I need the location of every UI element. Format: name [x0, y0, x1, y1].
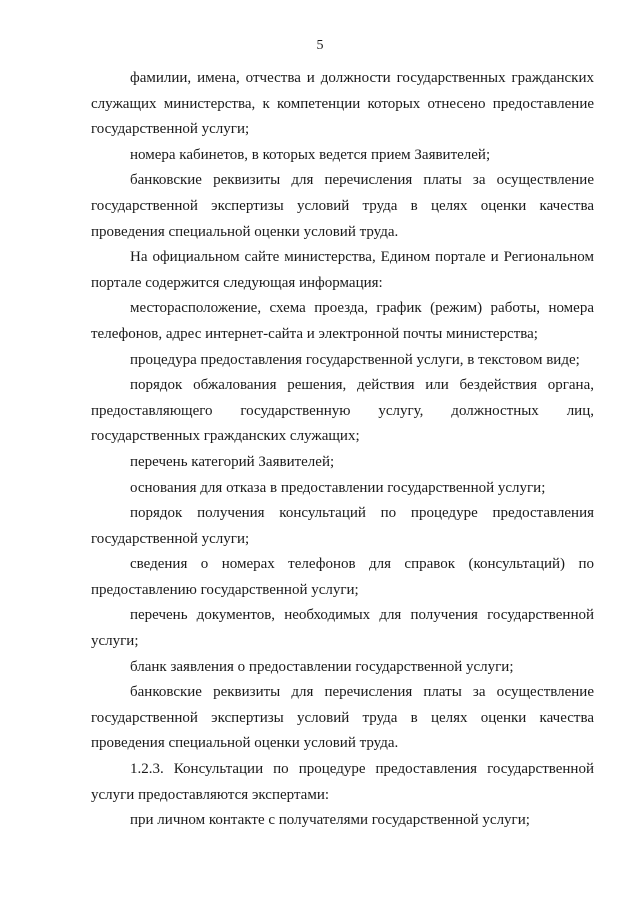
- paragraph-documents-list: перечень документов, необходимых для получения государственной услуги;: [91, 607, 594, 650]
- paragraph-procedure: процедура предоставления государственной услуги, в текстовом виде;: [130, 351, 580, 368]
- paragraph-section-1-2-3: 1.2.3. Консультации по процедуре предоставления государственной услуги предоставляются экспертами:: [91, 761, 594, 803]
- paragraph-officials: фамилии, имена, отчества и должности государственных гражданских служащих министерства, к компетенции которых отнесено предоставление государственной услуги;: [91, 70, 594, 138]
- paragraph-personal-contact: при личном контакте с получателями государственной услуги;: [130, 812, 530, 829]
- paragraph-location: месторасположение, схема проезда, график (режим) работы, номера телефонов, адрес интернет-сайта и электронной почты министерства;: [91, 300, 594, 342]
- paragraph-applicant-categories: перечень категорий Заявителей;: [130, 453, 335, 470]
- page-number: 5: [316, 38, 324, 53]
- paragraph-application-form: бланк заявления о предоставлении государственной услуги;: [130, 658, 514, 675]
- paragraph-consultations: порядок получения консультаций по процедуре предоставления государственной услуги;: [91, 505, 594, 547]
- paragraph-website-info: На официальном сайте министерства, Едином портале и Региональном портале содержится следующая информация:: [91, 249, 594, 291]
- paragraph-appeal: порядок обжалования решения, действия или бездействия органа, предоставляющего государственную услугу, должностных лиц, государственных гражданских служащих;: [91, 377, 594, 445]
- paragraph-bank-details-2: банковские реквизиты для перечисления платы за осуществление государственной экспертизы условий труда в целях оценки качества проведения специальной оценки условий труда.: [91, 684, 594, 752]
- paragraph-refusal-grounds: основания для отказа в предоставлении государственной услуги;: [130, 479, 546, 496]
- paragraph-room-numbers: номера кабинетов, в которых ведется прием Заявителей;: [130, 146, 491, 163]
- paragraph-bank-details: банковские реквизиты для перечисления платы за осуществление государственной экспертизы условий труда в целях оценки качества проведения специальной оценки условий труда.: [91, 172, 594, 240]
- paragraph-phone-info: сведения о номерах телефонов для справок (консультаций) по предоставлению государственной услуги;: [91, 556, 594, 598]
- document-body: [91, 66, 594, 834]
